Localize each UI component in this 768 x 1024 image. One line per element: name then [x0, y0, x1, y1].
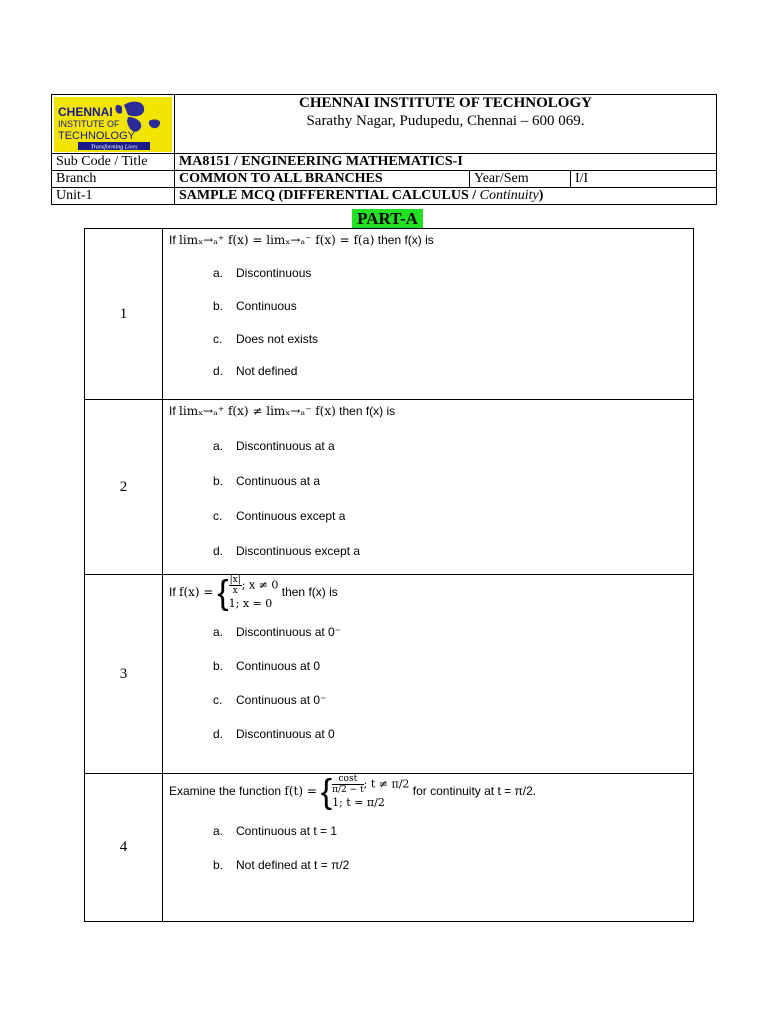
- unit-label: Unit-1: [52, 188, 175, 205]
- stem-prefix: If: [169, 404, 180, 418]
- question-stem: [163, 575, 693, 611]
- question-row: [85, 400, 694, 575]
- question-number: 4: [85, 774, 163, 922]
- case-condition: ; t ≠ π/2: [363, 777, 410, 791]
- question-row: [85, 774, 694, 922]
- case-numerator: cost: [332, 774, 364, 785]
- option-letter: d.: [213, 364, 224, 378]
- option-letter: b.: [213, 858, 224, 872]
- header-table: [51, 94, 717, 205]
- question-body: [163, 575, 694, 774]
- question-body: [163, 400, 694, 575]
- option-text: Continuous at t = 1: [236, 824, 338, 838]
- option-letter: a.: [213, 439, 224, 453]
- option-text: Discontinuous at 0⁻: [236, 625, 342, 639]
- case-numerator: |x|: [229, 575, 241, 585]
- question-row: [85, 229, 694, 400]
- stem-suffix: then f(x) is: [374, 233, 434, 247]
- option-text: Not defined at t = π/2: [236, 858, 350, 872]
- option-text: Not defined: [236, 364, 298, 378]
- stem-lhs: f(x) =: [179, 585, 218, 600]
- stem-math: limₓ→ₐ⁺ f(x) ≠ limₓ→ₐ⁻ f(x): [179, 404, 336, 418]
- question-stem: [163, 400, 693, 418]
- case-two: 1; x = 0: [228, 597, 273, 610]
- option-letter: a.: [213, 266, 224, 280]
- institute-cell: [175, 95, 717, 154]
- case-denominator: x: [232, 586, 238, 596]
- option-letter: d.: [213, 727, 224, 741]
- unit-topic: Continuity: [479, 188, 539, 203]
- option[interactable]: [163, 544, 693, 558]
- option-text: Does not exists: [236, 332, 319, 346]
- option-letter: c.: [213, 693, 223, 707]
- option-text: Continuous at 0: [236, 659, 321, 673]
- year-sem-value: I/I: [571, 171, 717, 188]
- case-condition: ; x ≠ 0: [241, 578, 279, 592]
- option[interactable]: [163, 439, 693, 453]
- fraction: [332, 774, 364, 795]
- question-number: 1: [85, 229, 163, 400]
- case-denominator: π/2 − t: [332, 785, 364, 795]
- question-row: [85, 575, 694, 774]
- option[interactable]: [163, 625, 693, 639]
- option-letter: b.: [213, 474, 224, 488]
- part-a-heading: PART-A: [352, 209, 423, 228]
- unit-title-end: ): [538, 188, 544, 203]
- stem-lhs: f(t) =: [284, 784, 321, 799]
- stem-suffix: for continuity at t = π/2.: [409, 784, 537, 799]
- option-text: Continuous at a: [236, 474, 321, 488]
- option-text: Continuous except a: [236, 509, 346, 523]
- option-text: Discontinuous: [236, 266, 312, 280]
- option[interactable]: [163, 509, 693, 523]
- unit-title: SAMPLE MCQ (DIFFERENTIAL CALCULUS /: [179, 188, 480, 203]
- logo-text-3: TECHNOLOGY: [58, 129, 136, 142]
- option-letter: b.: [213, 659, 224, 673]
- question-number: 3: [85, 575, 163, 774]
- option[interactable]: [163, 659, 693, 673]
- option-letter: a.: [213, 824, 224, 838]
- question-body: [163, 774, 694, 922]
- question-stem: [163, 774, 693, 810]
- year-sem-label: Year/Sem: [470, 171, 571, 188]
- logo-tagline: Transforming Lives: [90, 144, 138, 150]
- questions-table: [84, 228, 694, 922]
- option[interactable]: [163, 693, 693, 707]
- stem-suffix: then f(x) is: [335, 404, 396, 418]
- unit-value: [175, 188, 717, 205]
- option-letter: a.: [213, 625, 224, 639]
- option-text: Continuous at 0⁻: [236, 693, 327, 707]
- option-text: Discontinuous at a: [236, 439, 335, 453]
- stem-math: limₓ→ₐ⁺ f(x) = limₓ→ₐ⁻ f(x) = f(a): [179, 233, 375, 247]
- option[interactable]: [163, 858, 693, 872]
- option-letter: d.: [213, 544, 224, 558]
- logo-text-2: INSTITUTE OF: [58, 118, 120, 129]
- fraction: [229, 575, 242, 596]
- brace-icon: {: [320, 773, 333, 811]
- option-letter: c.: [213, 332, 223, 346]
- brace-icon: {: [217, 574, 229, 612]
- branch-value: COMMON TO ALL BRANCHES: [175, 171, 470, 188]
- option[interactable]: [163, 474, 693, 488]
- institute-name: CHENNAI INSTITUTE OF TECHNOLOGY: [299, 95, 592, 111]
- institute-address: Sarathy Nagar, Pudupedu, Chennai – 600 069.: [306, 113, 585, 129]
- sub-code-label: Sub Code / Title: [52, 154, 175, 171]
- piecewise-cases: [229, 575, 279, 611]
- option[interactable]: [163, 299, 693, 313]
- option[interactable]: [163, 727, 693, 741]
- stem-prefix: If: [169, 233, 180, 247]
- logo-text-1: CHENNAI: [58, 104, 113, 119]
- option-letter: c.: [213, 509, 223, 523]
- stem-prefix: Examine the function: [169, 784, 285, 799]
- stem-prefix: If: [169, 585, 180, 600]
- stem-suffix: then f(x) is: [281, 585, 338, 600]
- option[interactable]: [163, 332, 693, 346]
- option-letter: b.: [213, 299, 224, 313]
- option[interactable]: [163, 824, 693, 838]
- option-text: Discontinuous except a: [236, 544, 361, 558]
- option[interactable]: [163, 364, 693, 378]
- logo-cell: [52, 95, 175, 154]
- question-number: 2: [85, 400, 163, 575]
- institute-logo: [54, 97, 172, 152]
- option-text: Discontinuous at 0: [236, 727, 335, 741]
- question-body: [163, 229, 694, 400]
- option-text: Continuous: [236, 299, 297, 313]
- piecewise-cases: [332, 774, 409, 810]
- option[interactable]: [163, 266, 693, 280]
- sub-code-value: MA8151 / ENGINEERING MATHEMATICS-I: [175, 154, 717, 171]
- branch-label: Branch: [52, 171, 175, 188]
- question-stem: [163, 229, 693, 247]
- case-two: 1; t = π/2: [332, 796, 385, 809]
